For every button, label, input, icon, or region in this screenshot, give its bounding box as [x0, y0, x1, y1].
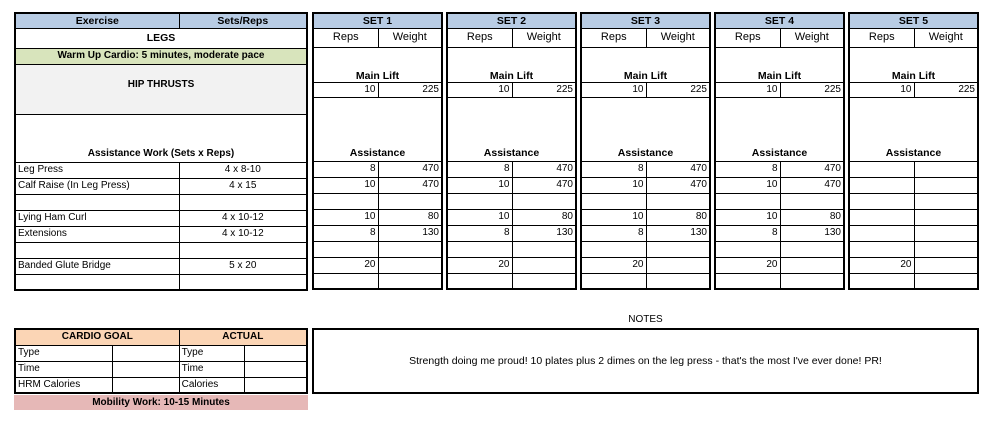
main-weight-cell[interactable]: 225 [378, 82, 442, 97]
weight-cell[interactable]: 470 [646, 161, 710, 177]
goal-value[interactable] [113, 361, 179, 377]
weight-header: Weight [914, 28, 978, 47]
weight-cell[interactable] [378, 193, 442, 209]
exercise-sets [179, 242, 307, 258]
exercise-name [15, 194, 179, 210]
reps-cell[interactable] [849, 193, 914, 209]
weight-cell[interactable]: 470 [378, 177, 442, 193]
weight-header: Weight [512, 28, 576, 47]
set-title: SET 5 [849, 13, 978, 28]
set-title: SET 1 [313, 13, 442, 28]
reps-cell[interactable]: 8 [581, 225, 646, 241]
reps-cell[interactable] [447, 273, 512, 289]
reps-header: Reps [581, 28, 646, 47]
assistance-label: Assistance [581, 145, 710, 161]
reps-cell[interactable]: 10 [581, 209, 646, 225]
main-reps-cell[interactable]: 10 [715, 82, 780, 97]
weight-cell[interactable]: 80 [780, 209, 844, 225]
col-sets-header: Sets/Reps [179, 13, 307, 28]
reps-cell[interactable] [447, 241, 512, 257]
reps-header: Reps [313, 28, 378, 47]
weight-cell[interactable] [512, 193, 576, 209]
exercise-name [15, 242, 179, 258]
main-reps-cell[interactable]: 10 [581, 82, 646, 97]
goal-label: Type [15, 345, 113, 361]
weight-cell[interactable] [780, 193, 844, 209]
col-exercise-header: Exercise [15, 13, 179, 28]
assistance-label: Assistance [313, 145, 442, 161]
reps-cell[interactable]: 20 [715, 257, 780, 273]
set-title: SET 3 [581, 13, 710, 28]
actual-label: Type [179, 345, 244, 361]
reps-cell[interactable] [581, 273, 646, 289]
reps-cell[interactable]: 10 [581, 177, 646, 193]
weight-cell[interactable] [378, 273, 442, 289]
main-lift-label: Main Lift [447, 63, 576, 82]
exercise-name: Lying Ham Curl [15, 210, 179, 226]
weight-cell[interactable] [646, 193, 710, 209]
assistance-header: Assistance Work (Sets x Reps) [15, 114, 307, 162]
weight-cell[interactable]: 80 [646, 209, 710, 225]
exercise-sets: 4 x 10-12 [179, 210, 307, 226]
reps-cell[interactable]: 20 [849, 257, 914, 273]
reps-cell[interactable]: 20 [313, 257, 378, 273]
exercise-sets [179, 194, 307, 210]
main-reps-cell[interactable]: 10 [849, 82, 914, 97]
exercise-sets: 4 x 10-12 [179, 226, 307, 242]
goal-label: HRM Calories [15, 377, 113, 393]
reps-cell[interactable]: 10 [313, 177, 378, 193]
mobility-work-banner: Mobility Work: 10-15 Minutes [14, 395, 308, 410]
weight-cell[interactable] [914, 225, 978, 241]
assistance-label: Assistance [715, 145, 844, 161]
assistance-label: Assistance [849, 145, 978, 161]
reps-cell[interactable] [447, 193, 512, 209]
exercise-name: Banded Glute Bridge [15, 258, 179, 274]
cardio-table [14, 328, 308, 394]
weight-cell[interactable]: 80 [378, 209, 442, 225]
main-lift-label: Main Lift [715, 63, 844, 82]
reps-cell[interactable] [849, 241, 914, 257]
main-weight-cell[interactable]: 225 [512, 82, 576, 97]
reps-header: Reps [447, 28, 512, 47]
main-weight-cell[interactable]: 225 [646, 82, 710, 97]
reps-cell[interactable]: 10 [715, 177, 780, 193]
weight-cell[interactable]: 130 [646, 225, 710, 241]
weight-cell[interactable]: 470 [512, 161, 576, 177]
main-weight-cell[interactable]: 225 [914, 82, 978, 97]
weight-cell[interactable] [780, 241, 844, 257]
weight-cell[interactable] [378, 241, 442, 257]
cardio-actual-header: ACTUAL [179, 329, 307, 345]
day-title: LEGS [15, 28, 307, 48]
assistance-label: Assistance [447, 145, 576, 161]
reps-cell[interactable] [313, 241, 378, 257]
reps-cell[interactable] [715, 273, 780, 289]
reps-cell[interactable] [849, 177, 914, 193]
main-reps-cell[interactable]: 10 [313, 82, 378, 97]
reps-cell[interactable]: 8 [313, 225, 378, 241]
set-title: SET 2 [447, 13, 576, 28]
weight-cell[interactable] [646, 257, 710, 273]
weight-header: Weight [646, 28, 710, 47]
weight-cell[interactable] [512, 241, 576, 257]
weight-cell[interactable]: 470 [780, 177, 844, 193]
set-4-table [714, 12, 845, 290]
notes-text: Strength doing me proud! 10 plates plus 2 dimes on the leg press - that's the most I've ever done! PR! [409, 355, 882, 367]
weight-header: Weight [378, 28, 442, 47]
reps-cell[interactable] [581, 241, 646, 257]
exercise-sets: 4 x 8-10 [179, 162, 307, 178]
weight-cell[interactable] [646, 241, 710, 257]
warmup-row: Warm Up Cardio: 5 minutes, moderate pace [15, 48, 307, 64]
reps-header: Reps [715, 28, 780, 47]
main-lift-label: Main Lift [849, 63, 978, 82]
weight-cell[interactable]: 470 [378, 161, 442, 177]
weight-cell[interactable] [914, 273, 978, 289]
weight-cell[interactable] [780, 273, 844, 289]
main-weight-cell[interactable]: 225 [780, 82, 844, 97]
actual-value[interactable] [245, 377, 307, 393]
weight-cell[interactable] [914, 177, 978, 193]
reps-cell[interactable]: 8 [447, 161, 512, 177]
reps-cell[interactable] [313, 193, 378, 209]
reps-cell[interactable]: 10 [447, 177, 512, 193]
reps-cell[interactable] [849, 161, 914, 177]
weight-cell[interactable]: 470 [646, 177, 710, 193]
weight-cell[interactable] [914, 241, 978, 257]
goal-label: Time [15, 361, 113, 377]
exercise-table [14, 12, 308, 291]
actual-label: Time [179, 361, 244, 377]
reps-cell[interactable] [581, 193, 646, 209]
reps-cell[interactable]: 10 [447, 209, 512, 225]
reps-cell[interactable]: 8 [715, 225, 780, 241]
exercise-sets: 4 x 15 [179, 178, 307, 194]
actual-value[interactable] [245, 361, 307, 377]
main-lift-name: HIP THRUSTS [15, 64, 307, 114]
weight-cell[interactable]: 80 [512, 209, 576, 225]
reps-cell[interactable]: 8 [313, 161, 378, 177]
actual-label: Calories [179, 377, 244, 393]
set-title: SET 4 [715, 13, 844, 28]
exercise-sets: 5 x 20 [179, 258, 307, 274]
goal-value[interactable] [113, 345, 179, 361]
main-lift-label: Main Lift [313, 63, 442, 82]
notes-box[interactable] [312, 328, 979, 394]
goal-value[interactable] [113, 377, 179, 393]
exercise-name: Leg Press [15, 162, 179, 178]
exercise-name: Calf Raise (In Leg Press) [15, 178, 179, 194]
weight-cell[interactable] [512, 257, 576, 273]
cardio-goal-header: CARDIO GOAL [15, 329, 179, 345]
reps-cell[interactable]: 10 [313, 209, 378, 225]
reps-cell[interactable] [849, 225, 914, 241]
actual-value[interactable] [245, 345, 307, 361]
exercise-name: Extensions [15, 226, 179, 242]
weight-cell[interactable] [780, 257, 844, 273]
exercise-sets [179, 274, 307, 290]
reps-cell[interactable]: 10 [715, 209, 780, 225]
weight-header: Weight [780, 28, 844, 47]
reps-cell[interactable] [313, 273, 378, 289]
weight-cell[interactable]: 470 [512, 177, 576, 193]
weight-cell[interactable] [914, 161, 978, 177]
weight-cell[interactable] [378, 257, 442, 273]
weight-cell[interactable]: 130 [378, 225, 442, 241]
reps-cell[interactable] [715, 193, 780, 209]
reps-cell[interactable]: 20 [447, 257, 512, 273]
exercise-name [15, 274, 179, 290]
weight-cell[interactable] [914, 257, 978, 273]
reps-cell[interactable] [849, 209, 914, 225]
set-3-table [580, 12, 711, 290]
main-reps-cell[interactable]: 10 [447, 82, 512, 97]
weight-cell[interactable]: 130 [512, 225, 576, 241]
reps-cell[interactable]: 8 [581, 161, 646, 177]
weight-cell[interactable] [512, 273, 576, 289]
set-2-table [446, 12, 577, 290]
weight-cell[interactable] [914, 209, 978, 225]
reps-cell[interactable]: 8 [447, 225, 512, 241]
weight-cell[interactable] [646, 273, 710, 289]
weight-cell[interactable]: 470 [780, 161, 844, 177]
reps-cell[interactable]: 20 [581, 257, 646, 273]
weight-cell[interactable]: 130 [780, 225, 844, 241]
weight-cell[interactable] [914, 193, 978, 209]
set-5-table [848, 12, 979, 290]
reps-cell[interactable] [849, 273, 914, 289]
reps-cell[interactable] [715, 241, 780, 257]
main-lift-label: Main Lift [581, 63, 710, 82]
reps-cell[interactable]: 8 [715, 161, 780, 177]
set-1-table [312, 12, 443, 290]
reps-header: Reps [849, 28, 914, 47]
notes-label: NOTES [628, 314, 663, 325]
